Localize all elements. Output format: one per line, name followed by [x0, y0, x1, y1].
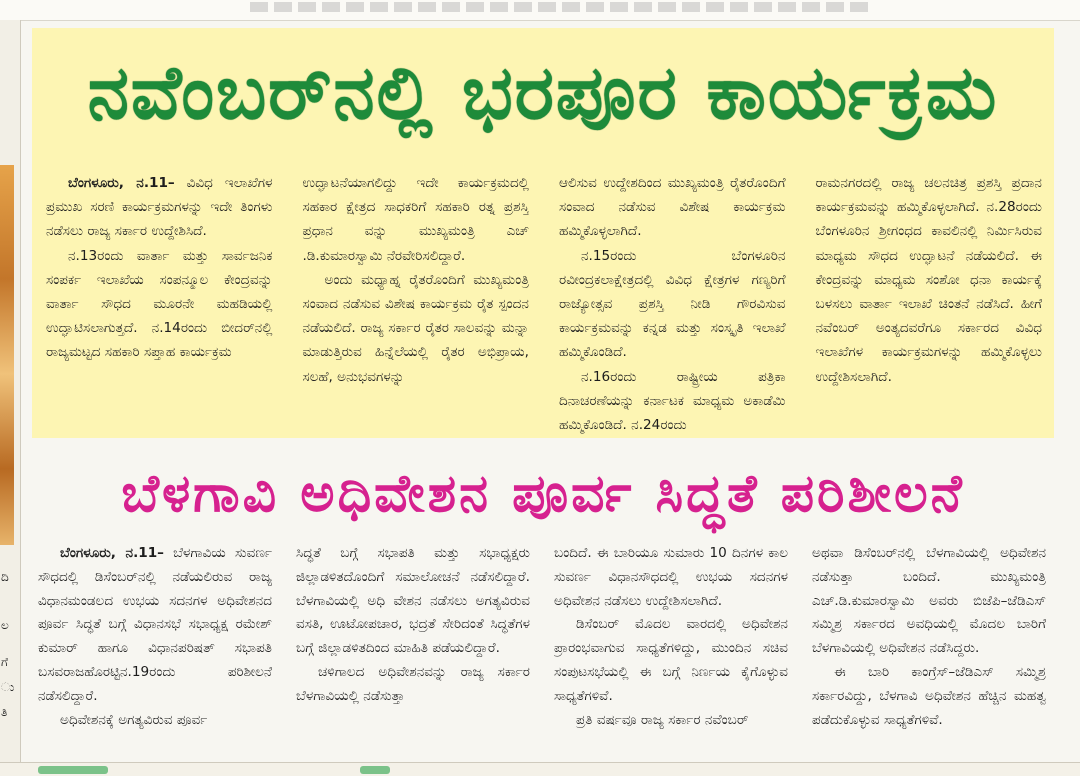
article-column: [38, 542, 272, 772]
headline-belagavi-session: ಬೆಳಗಾವಿ ಅಧಿವೇಶನ ಪೂರ್ವ ಸಿದ್ಧತೆ ಪರಿಶೀಲನೆ: [121, 463, 965, 524]
paragraph: ಡಿಸೆಂಬರ್ ಮೊದಲ ವಾರದಲ್ಲಿ ಅಧಿವೇಶನ ಪ್ರಾರಂಭವಾಗುವ ಸಾಧ್ಯತೆಗಳಿದ್ದು, ಮುಂದಿನ ಸಚಿವ ಸಂಪುಟಸಭೆಯಲ್ಲಿ ಈ ಬಗ್ಗೆ ನಿರ್ಣಯ ಕೈಗೊಳ್ಳುವ ಸಾಧ್ಯತೆಗಳಿವೆ.: [554, 616, 788, 704]
paragraph: ಅಂದು ಮಧ್ಯಾಹ್ನ ರೈತರೊಂದಿಗೆ ಮುಖ್ಯಮಂತ್ರಿ ಸಂವಾದ ನಡೆಸುವ ವಿಶೇಷ ಕಾರ್ಯಕ್ರಮ ರೈತ ಸ್ಪಂದನ ನಡೆಯಲಿದೆ. ರಾಜ್ಯ ಸರ್ಕಾರ ರೈತರ ಸಾಲವನ್ನು ಮನ್ನಾ ಮಾಡುತ್ತಿರುವ ಹಿನ್ನೆಲೆಯಲ್ಲಿ ರೈತರ ಅಭಿಪ್ರಾಯ, ಸಲಹೆ, ಅನುಭವಗಳನ್ನು: [302, 271, 529, 385]
article-body: [38, 542, 1046, 772]
paragraph: ಚಳಿಗಾಲದ ಅಧಿವೇಶನವನ್ನು ರಾಜ್ಯ ಸರ್ಕಾರ ಬೆಳಗಾವಿಯಲ್ಲಿ ನಡೆಸುತ್ತಾ: [296, 663, 530, 704]
next-article-strip: [0, 762, 1080, 776]
cropped-headline: [360, 766, 390, 774]
paragraph: ಸಿದ್ಧತೆ ಬಗ್ಗೆ ಸಭಾಪತಿ ಮತ್ತು ಸಭಾಧ್ಯಕ್ಷರು ಜಿಲ್ಲಾಡಳಿತದೊಂದಿಗೆ ಸಮಾಲೋಚನೆ ನಡೆಸಲಿದ್ದಾರೆ. ಬೆಳಗಾವಿಯಲ್ಲಿ ಅಧಿ ವೇಶನ ನಡೆಸಲು ಅಗತ್ಯವಿರುವ ವಸತಿ, ಊಟೋಪಚಾರ, ಭದ್ರತೆ ಸೇರಿದಂತೆ ಸಿದ್ಧತೆಗಳ ಬಗ್ಗೆ ಜಿಲ್ಲಾಡಳಿತದಿಂದ ಮಾಹಿತಿ ಪಡೆಯಲಿದ್ದಾರೆ.: [296, 545, 530, 657]
paragraph: ಪ್ರತಿ ವರ್ಷವೂ ರಾಜ್ಯ ಸರ್ಕಾರ ನವೆಂಬರ್: [576, 711, 749, 728]
paragraph: ಬೆಳಗಾವಿಯ ಸುವರ್ಣ ಸೌಧದಲ್ಲಿ ಡಿಸೆಂಬರ್‌ನಲ್ಲಿ ನಡೆಯಲಿರುವ ರಾಜ್ಯ ವಿಧಾನಮಂಡಲದ ಉಭಯ ಸದನಗಳ ಅಧಿವೇಶನದ ಪೂರ್ವ ಸಿದ್ಧತೆ ಬಗ್ಗೆ ವಿಧಾನಸಭೆ ಸಭಾಧ್ಯಕ್ಷ ರಮೇಶ್ ಕುಮಾರ್ ಹಾಗೂ ವಿಧಾನಪರಿಷತ್ ಸಭಾಪತಿ ಬಸವರಾಜಹೊರಟ್ಟಿನ.19ರಂದು ಪರಿಶೀಲನೆ ನಡೆಸಲಿದ್ದಾರೆ.: [38, 545, 272, 704]
left-fragment: ತಿ: [1, 705, 8, 719]
article-column: [303, 171, 530, 436]
article-column: [554, 542, 788, 772]
paragraph: ಬಂದಿದೆ. ಈ ಬಾರಿಯೂ ಸುಮಾರು 10 ದಿನಗಳ ಕಾಲ ಸುವರ್ಣ ವಿಧಾನಸೌಧದಲ್ಲಿ ಉಭಯ ಸದನಗಳ ಅಧಿವೇಶನ ನಡೆಸಲು ಉದ್ದೇಶಿಸಲಾಗಿದೆ.: [554, 545, 788, 609]
dateline: ಬೆಂಗಳೂರು, ನ.11–: [68, 175, 175, 191]
paragraph: ಈ ಬಾರಿ ಕಾಂಗ್ರೆಸ್–ಜೆಡಿಎಸ್ ಸಮ್ಮಿಶ್ರ ಸರ್ಕಾರವಿದ್ದು, ಬೆಳಗಾವಿ ಅಧಿವೇಶನ ಹೆಚ್ಚಿನ ಮಹತ್ವ ಪಡೆದುಕೊಳ್ಳುವ ಸಾಧ್ಯತೆಗಳಿವೆ.: [812, 663, 1046, 728]
article-column: [812, 542, 1046, 772]
paragraph: ಆಲಿಸುವ ಉದ್ದೇಶದಿಂದ ಮುಖ್ಯಮಂತ್ರಿ ರೈತರೊಂದಿಗೆ ಸಂವಾದ ನಡೆಸುವ ವಿಶೇಷ ಕಾರ್ಯಕ್ರಮ ಹಮ್ಮಿಕೊಳ್ಳಲಾಗಿದೆ.: [559, 175, 786, 240]
left-fragment: ಲ: [1, 618, 9, 632]
article-body: [46, 171, 1042, 436]
paragraph: ರಾಮನಗರದಲ್ಲಿ ರಾಜ್ಯ ಚಲನಚಿತ್ರ ಪ್ರಶಸ್ತಿ ಪ್ರದಾನ ಕಾರ್ಯಕ್ರಮವನ್ನು ಹಮ್ಮಿಕೊಳ್ಳಲಾಗಿದೆ. ನ.28ರಂದು ಬೆಂಗಳೂರಿನ ಶ್ರೀಗಂಧದ ಕಾವಲಿನಲ್ಲಿ ನಿರ್ಮಿಸಿರುವ ಮಾಧ್ಯಮ ಸೌಧದ ಉದ್ಘಾಟನೆ ನಡೆಯಲಿದೆ. ಈ ಕೇಂದ್ರವನ್ನು ಮಾಧ್ಯಮ ಸಂಶೋ ಧನಾ ಕಾರ್ಯಕ್ಕೆ ಬಳಸಲು ವಾರ್ತಾ ಇಲಾಖೆ ಚಿಂತನೆ ನಡೆಸಿದೆ. ಹೀಗೆ ನವೆಂಬರ್ ಅಂತ್ಯದವರೆಗೂ ಸರ್ಕಾರದ ವಿವಿಧ ಇಲಾಖೆಗಳ ಕಾರ್ಯಕ್ರಮಗಳನ್ನು ಹಮ್ಮಿಕೊಳ್ಳಲು ಉದ್ದೇಶಿಸಲಾಗಿದೆ.: [815, 175, 1042, 385]
cropped-text-line: [250, 2, 870, 12]
article-column: [559, 171, 786, 436]
previous-article-strip: [0, 0, 1080, 21]
headline-november-programs: ನವೆಂಬರ್‌ನಲ್ಲಿ ಭರಪೂರ ಕಾರ್ಯಕ್ರಮ: [87, 49, 999, 136]
paragraph: ಅಧಿವೇಶನಕ್ಕೆ ಅಗತ್ಯವಿರುವ ಪೂರ್ವ: [60, 711, 208, 728]
article-column: [296, 542, 530, 772]
article-belagavi-session: [32, 444, 1054, 772]
dateline: ಬೆಂಗಳೂರು, ನ.11–: [60, 545, 164, 561]
article-column: [46, 171, 273, 436]
paragraph: ಉದ್ಘಾಟನೆಯಾಗಲಿದ್ದು ಇದೇ ಕಾರ್ಯಕ್ರಮದಲ್ಲಿ ಸಹಕಾರ ಕ್ಷೇತ್ರದ ಸಾಧಕರಿಗೆ ಸಹಕಾರಿ ರತ್ನ ಪ್ರಶಸ್ತಿ ಪ್ರಧಾನ ವನ್ನು ಮುಖ್ಯಮಂತ್ರಿ ಎಚ್ .ಡಿ.ಕುಮಾರಸ್ವಾಮಿ ನೆರವೇರಿಸಲಿದ್ದಾರೆ.: [302, 175, 529, 264]
paragraph: ವಿವಿಧ ಇಲಾಖೆಗಳ ಪ್ರಮುಖ ಸರಣಿ ಕಾರ್ಯಕ್ರಮಗಳನ್ನು ಇದೇ ತಿಂಗಳು ನಡೆಸಲು ರಾಜ್ಯ ಸರ್ಕಾರ ಉದ್ದೇಶಿಸಿದೆ.: [46, 175, 273, 240]
paragraph: ನ.16ರಂದು ರಾಷ್ಟ್ರೀಯ ಪತ್ರಿಕಾ ದಿನಾಚರಣೆಯನ್ನು ಕರ್ನಾಟಕ ಮಾಧ್ಯಮ ಅಕಾಡೆಮಿ ಹಮ್ಮಿಕೊಂಡಿದೆ. ನ.24ರಂದು: [559, 368, 786, 434]
left-fragment: ು: [1, 680, 15, 694]
paragraph: ನ.15ರಂದು ಬೆಂಗಳೂರಿನ ರವೀಂದ್ರಕಲಾಕ್ಷೇತ್ರದಲ್ಲಿ ವಿವಿಧ ಕ್ಷೇತ್ರಗಳ ಗಣ್ಯರಿಗೆ ರಾಜ್ಯೋತ್ಸವ ಪ್ರಶಸ್ತಿ ನೀಡಿ ಗೌರವಿಸುವ ಕಾರ್ಯಕ್ರಮವನ್ನು ಕನ್ನಡ ಮತ್ತು ಸಂಸ್ಕೃತಿ ಇಲಾಖೆ ಹಮ್ಮಿಕೊಂಡಿದೆ.: [559, 247, 786, 361]
article-november-programs: [32, 28, 1054, 438]
article-column: [816, 171, 1043, 436]
left-fragment: ಗೆ: [1, 655, 8, 669]
left-adjacent-photo: [0, 165, 14, 545]
paragraph: ನ.13ರಂದು ವಾರ್ತಾ ಮತ್ತು ಸಾರ್ವಜನಿಕ ಸಂಪರ್ಕ ಇಲಾಖೆಯ ಸಂಪನ್ಮೂಲ ಕೇಂದ್ರವನ್ನು ವಾರ್ತಾ ಸೌಧದ ಮೂರನೇ ಮಹಡಿಯಲ್ಲಿ ಉದ್ಘಾಟಿಸಲಾಗುತ್ತದೆ. ನ.14ರಂದು ಬೀದರ್‌ನಲ್ಲಿ ರಾಜ್ಯಮಟ್ಟದ ಸಹಕಾರಿ ಸಪ್ತಾಹ ಕಾರ್ಯಕ್ರಮ: [46, 247, 273, 361]
cropped-headline: [38, 766, 108, 774]
left-fragment: ದಿ: [1, 570, 9, 584]
paragraph: ಅಥವಾ ಡಿಸೆಂಬರ್‌ನಲ್ಲಿ ಬೆಳಗಾವಿಯಲ್ಲಿ ಅಧಿವೇಶನ ನಡೆಸುತ್ತಾ ಬಂದಿದೆ. ಮುಖ್ಯಮಂತ್ರಿ ಎಚ್.ಡಿ.ಕುಮಾರಸ್ವಾಮಿ ಅವರು ಬಿಜೆಪಿ–ಜೆಡಿಎಸ್ ಸಮ್ಮಿಶ್ರ ಸರ್ಕಾರದ ಅವಧಿಯಲ್ಲಿ ಮೊದಲ ಬಾರಿಗೆ ಬೆಳಗಾವಿಯಲ್ಲಿ ಅಧಿವೇಶನ ನಡೆಸಿದ್ದರು.: [812, 545, 1046, 657]
